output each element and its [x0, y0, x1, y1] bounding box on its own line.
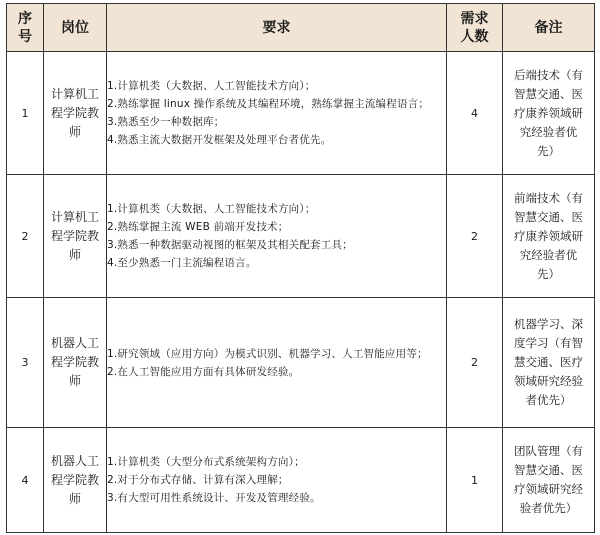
row-requirements — [107, 298, 447, 428]
table-row — [7, 298, 595, 428]
requirement-line: 2.在人工智能应用方面有具体研发经验。 — [107, 365, 300, 378]
table-row — [7, 175, 595, 298]
table-row — [7, 428, 595, 533]
requirement-line: 3.熟悉至少一种数据库； — [107, 116, 225, 128]
row-count: 1 — [447, 428, 503, 533]
requirement-line: 2.对于分布式存储、计算有深入理解； — [107, 474, 289, 486]
row-no: 3 — [7, 298, 44, 428]
header-position: 岗位 — [44, 4, 107, 52]
row-no: 4 — [7, 428, 44, 533]
header-no: 序号 — [7, 4, 44, 52]
row-position: 计算机工程学院教师 — [44, 175, 107, 298]
row-requirements — [107, 428, 447, 533]
header-count: 需求人数 — [447, 4, 503, 52]
requirement-line: 3.有大型可用性系统设计、开发及管理经验。 — [107, 492, 321, 504]
row-position: 机器人工程学院教师 — [44, 428, 107, 533]
recruitment-table — [6, 3, 595, 533]
row-position: 机器人工程学院教师 — [44, 298, 107, 428]
requirement-line: 1.研究领域（应用方向）为模式识别、机器学习、人工智能应用等； — [107, 347, 428, 360]
table-row — [7, 52, 595, 175]
requirement-line: 1.计算机类（大数据、人工智能技术方向）； — [107, 203, 316, 215]
row-note: 前端技术（有智慧交通、医疗康养领域研究经验者优先） — [503, 175, 595, 298]
header-requirements: 要求 — [107, 4, 447, 52]
requirement-line: 1.计算机类（大型分布式系统架构方向）； — [107, 456, 305, 468]
row-count: 2 — [447, 175, 503, 298]
row-count: 4 — [447, 52, 503, 175]
row-note: 机器学习、深度学习（有智慧交通、医疗领域研究经验者优先） — [503, 298, 595, 428]
row-requirements — [107, 175, 447, 298]
row-note: 团队管理（有智慧交通、医疗领域研究经验者优先） — [503, 428, 595, 533]
row-position: 计算机工程学院教师 — [44, 52, 107, 175]
row-count: 2 — [447, 298, 503, 428]
requirement-line: 4.至少熟悉一门主流编程语言。 — [107, 257, 257, 269]
row-no: 2 — [7, 175, 44, 298]
requirement-line: 4.熟悉主流大数据开发框架及处理平台者优先。 — [107, 134, 332, 146]
row-note: 后端技术（有智慧交通、医疗康养领域研究经验者优先） — [503, 52, 595, 175]
row-requirements — [107, 52, 447, 175]
header-note: 备注 — [503, 4, 595, 52]
row-no: 1 — [7, 52, 44, 175]
requirement-line: 2.熟练掌握主流 WEB 前端开发技术； — [107, 221, 289, 233]
requirement-line: 2.熟练掌握 linux 操作系统及其编程环境，熟练掌握主流编程语言； — [107, 98, 430, 110]
table-header-row — [7, 4, 595, 52]
requirement-line: 1.计算机类（大数据、人工智能技术方向）； — [107, 80, 316, 92]
requirement-line: 3.熟悉一种数据驱动视图的框架及其相关配套工具； — [107, 239, 353, 251]
